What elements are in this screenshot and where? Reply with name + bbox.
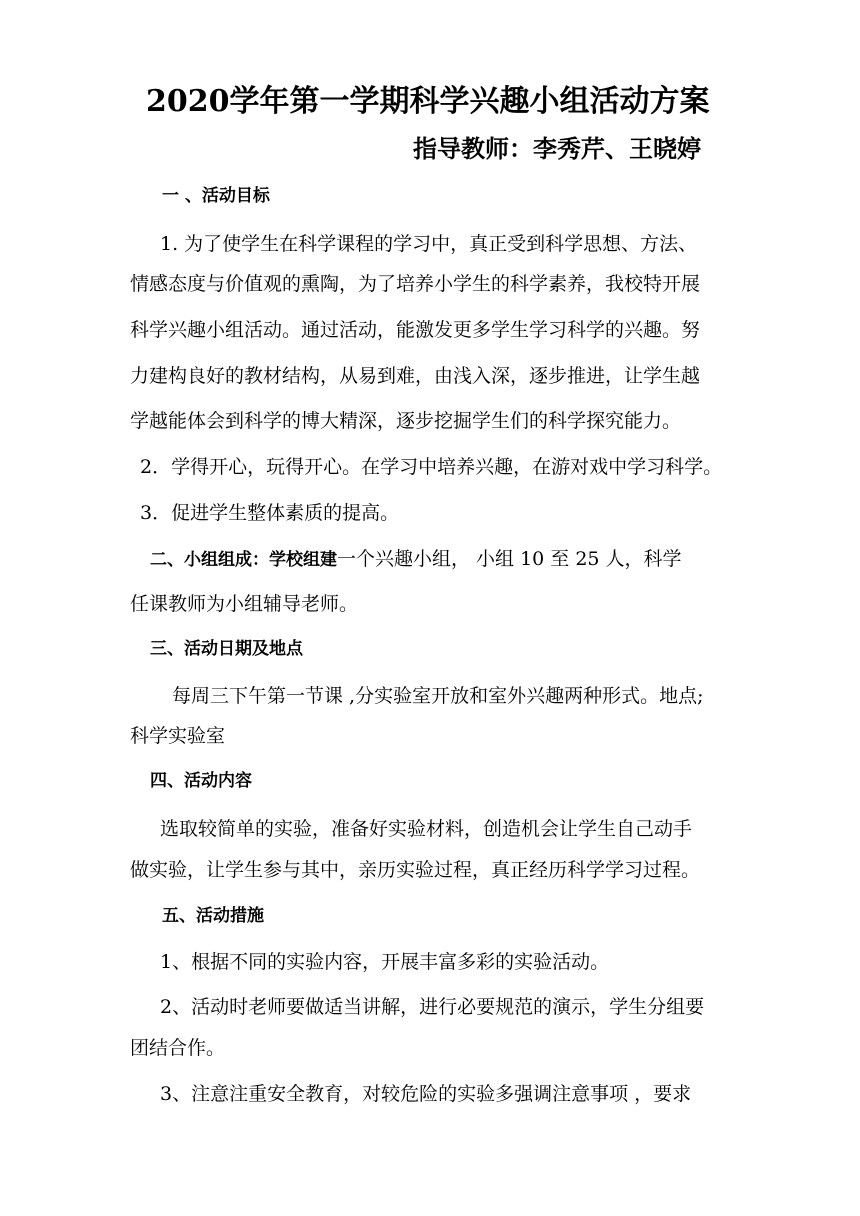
document-title: 2020学年第一学期科学兴趣小组活动方案 <box>146 84 710 119</box>
paragraph-text: 一个兴趣小组， 小组 10 至 25 人，科学 <box>337 548 682 570</box>
paragraph-line: 选取较简单的实验，准备好实验材料，创造机会让学生自己动手 <box>160 818 693 840</box>
section-line-group <box>150 547 682 572</box>
instructors-line: 指导教师：李秀芹、王晓婷 <box>413 135 701 163</box>
paragraph-line: 团结合作。 <box>130 1037 226 1059</box>
paragraph-line: 每周三下午第一节课 ,分实验室开放和室外兴趣两种形式。地点; <box>172 685 704 707</box>
section-heading-measures: 五、活动措施 <box>162 906 264 926</box>
paragraph-line: 1. 为了使学生在科学课程的学习中，真正受到科学思想、方法、 <box>160 233 698 255</box>
paragraph-line: 学越能体会到科学的博大精深，逐步挖掘学生们的科学探究能力。 <box>130 410 682 432</box>
paragraph-line: 3．促进学生整体素质的提高。 <box>140 502 400 524</box>
section-heading-group: 二、小组组成： <box>150 550 269 570</box>
paragraph-line: 科学兴趣小组活动。通过活动，能激发更多学生学习科学的兴趣。努 <box>130 319 701 341</box>
paragraph-line: 任课教师为小组辅导老师。 <box>130 593 359 615</box>
paragraph-line: 科学实验室 <box>130 725 226 747</box>
section-heading-content: 四、活动内容 <box>150 771 252 791</box>
paragraph-line: 1、根据不同的实验内容，开展丰富多彩的实验活动。 <box>160 951 610 973</box>
section-heading-date: 三、活动日期及地点 <box>150 639 303 659</box>
section-heading-goals: 一 、活动目标 <box>162 186 270 206</box>
paragraph-line: 力建构良好的教材结构，从易到难，由浅入深，逐步推进，让学生越 <box>130 365 701 387</box>
paragraph-line: 情感态度与价值观的熏陶，为了培养小学生的科学素养，我校特开展 <box>130 273 701 295</box>
paragraph-line: 做实验，让学生参与其中，亲历实验过程，真正经历科学学习过程。 <box>130 859 701 881</box>
paragraph-line: 2、活动时老师要做适当讲解，进行必要规范的演示，学生分组要 <box>160 996 705 1018</box>
paragraph-line: 3、注意注重安全教育，对较危险的实验多强调注意事项 ，要求 <box>160 1083 692 1105</box>
bold-phrase: 学校组建 <box>269 550 337 570</box>
paragraph-line: 2．学得开心，玩得开心。在学习中培养兴趣，在游对戏中学习科学。 <box>140 456 723 478</box>
